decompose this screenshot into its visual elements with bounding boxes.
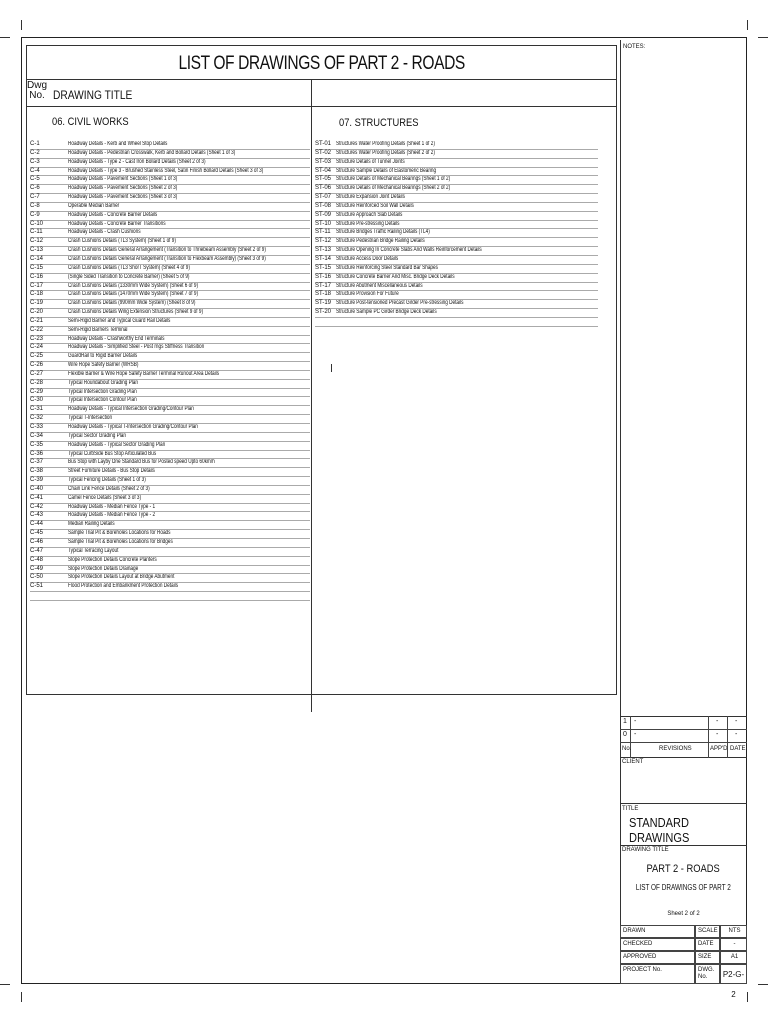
drawing-title: Slope Protection Details Layout at Bridge Abutment xyxy=(68,574,175,581)
list-item xyxy=(30,194,310,203)
drawing-code: C-8 xyxy=(30,202,40,209)
list-item xyxy=(30,486,310,495)
drawing-code: ST-03 xyxy=(315,158,332,165)
section-heading-structures: 07. STRUCTURES xyxy=(339,117,419,129)
list-item xyxy=(30,344,310,353)
list-item xyxy=(30,512,310,521)
corner-mark xyxy=(21,20,22,30)
drawing-code: C-23 xyxy=(30,335,44,342)
drawing-title: Structure Details of Mechanical Bearings (Sheet 1 of 2) xyxy=(336,176,451,183)
revision-col-lines xyxy=(708,716,709,758)
drawing-title: Roadway Details - Median Fence Type - 1 xyxy=(68,503,156,510)
drawing-code: ST-18 xyxy=(315,291,332,298)
drawing-title: Structure Abutment Miscellaneous Details xyxy=(336,282,423,289)
drawing-title: Structure Concrete Barrier And Misc. Bridge Deck Details xyxy=(336,273,455,280)
drawing-title: Crash Cushions Details General Arrangement (Transition to Thriebeam Assembly (Sheet 2 of 9) xyxy=(68,247,266,254)
list-item xyxy=(30,415,310,424)
drawing-title: Structure Reinforced Soil Wall Details xyxy=(336,202,414,209)
drawing-code: C-31 xyxy=(30,406,44,413)
list-item xyxy=(30,477,310,486)
drawing-code: C-33 xyxy=(30,424,44,430)
list-item xyxy=(30,274,310,283)
drawing-title: Chain Link Fence Details (Sheet 2 of 3) xyxy=(68,485,150,492)
drawing-code: C-7 xyxy=(30,194,40,201)
list-item xyxy=(315,185,598,194)
drawing-title: Wire Rope Safety Barrier (WRSB) xyxy=(68,362,139,369)
list-item xyxy=(30,238,310,247)
project-no-label: PROJECT No. xyxy=(620,964,695,984)
drawing-code: C-10 xyxy=(30,220,44,227)
rev-header-appd: APP'D xyxy=(710,746,728,752)
scale-label: SCALE xyxy=(695,925,720,938)
drawing-code: ST-20 xyxy=(315,309,332,316)
drawing-title: Crash Cushions Details (TL3 System) (Sheet 1 of 9) xyxy=(68,238,176,245)
list-item xyxy=(30,141,310,150)
drawing-code: ST-05 xyxy=(315,176,332,183)
checked-label: CHECKED xyxy=(620,938,695,951)
list-item-empty xyxy=(30,592,310,601)
drawing-code: C-44 xyxy=(30,521,44,528)
drawing-title: Roadway Details - Pavement Sections (Sheet 3 of 3) xyxy=(68,194,178,201)
drawing-title-label: DRAWING TITLE xyxy=(622,847,669,853)
drawing-code: C-26 xyxy=(30,362,44,369)
drawing-code: C-2 xyxy=(30,149,40,156)
text-cursor xyxy=(331,364,332,372)
drawing-code: ST-17 xyxy=(315,282,332,289)
list-item xyxy=(30,291,310,300)
drawing-title: Structure Sample PC Girder Bridge Deck Details xyxy=(336,309,437,316)
list-item xyxy=(315,221,598,230)
drawing-code: C-24 xyxy=(30,344,44,351)
drawing-code: C-47 xyxy=(30,547,44,554)
list-item xyxy=(30,168,310,177)
drawing-code: C-36 xyxy=(30,450,44,457)
drawing-code: ST-09 xyxy=(315,211,332,218)
drawing-title: Structure Details of Mechanical Bearings (Sheet 2 of 2) xyxy=(336,185,451,192)
list-item xyxy=(315,247,598,256)
list-item xyxy=(30,451,310,460)
rev-header-revisions: REVISIONS xyxy=(659,746,692,752)
page-title: LIST OF DRAWINGS OF PART 2 - ROADS xyxy=(26,45,617,80)
list-item xyxy=(30,327,310,336)
drawing-code: C-16 xyxy=(30,273,44,280)
drawing-code: C-46 xyxy=(30,538,44,545)
drawing-title: Roadway Details - Pavement Sections (Sheet 2 of 3) xyxy=(68,185,178,192)
drawing-title: Sample Trial Pit & Boreholes Locations for Roads xyxy=(68,530,171,537)
corner-mark xyxy=(747,20,748,30)
list-item xyxy=(30,362,310,371)
corner-mark xyxy=(758,37,768,38)
drawing-code: C-40 xyxy=(30,485,44,492)
drawing-code: ST-08 xyxy=(315,202,332,209)
section-heading-civil: 06. CIVIL WORKS xyxy=(52,116,129,128)
list-item xyxy=(30,185,310,194)
list-item xyxy=(30,353,310,362)
dwg-no-label: DWG. No. xyxy=(695,964,720,984)
drawing-title: GuardRail to Rigid Barrier Details xyxy=(68,353,138,360)
drawing-title: Typical Intersection Grading Plan xyxy=(68,388,137,395)
list-item xyxy=(315,194,598,203)
drawing-title: Roadway Details - Typical Intersection Grading/Contour Plan xyxy=(68,406,194,413)
list-item xyxy=(315,256,598,265)
list-item xyxy=(315,291,598,300)
list-item xyxy=(315,176,598,185)
drawing-code: C-28 xyxy=(30,379,44,386)
list-item xyxy=(30,221,310,230)
dwg-no-value: P2-G-2 xyxy=(720,964,747,984)
drawing-code: ST-01 xyxy=(315,141,332,147)
list-item xyxy=(30,150,310,159)
drawing-title: Slope Protection Details Drainage xyxy=(68,565,139,572)
drawing-code: ST-04 xyxy=(315,167,332,174)
list-item xyxy=(30,583,310,592)
list-item xyxy=(30,468,310,477)
list-item xyxy=(30,176,310,185)
list-item xyxy=(30,159,310,168)
drawing-title: Typical T-Intersection xyxy=(68,415,113,422)
corner-mark xyxy=(21,992,22,1002)
drawing-title: Crash Cushions Details (1470mm Wide System) (Sheet 7 of 9) xyxy=(68,291,199,298)
drawing-code: ST-11 xyxy=(315,229,331,236)
drawing-code: C-37 xyxy=(30,459,44,466)
drawing-title: Roadway Details - Pedestrian Crosswalk, Kerb and Bollard Details (Sheet 1 of 3) xyxy=(68,149,236,156)
drawing-title: Structure Details of Tunnel Joints xyxy=(336,158,405,165)
drawing-title: Structure Expansion Joint Details xyxy=(336,194,405,201)
list-item xyxy=(315,309,598,318)
drawing-code: ST-13 xyxy=(315,247,332,254)
drawing-title: Structure Post-tensioned Precast Girder Pre-stressing Details xyxy=(336,300,464,307)
list-item xyxy=(30,433,310,442)
structures-list xyxy=(315,141,598,327)
drawing-title: Median Railing Details xyxy=(68,521,115,528)
drawing-code: C-13 xyxy=(30,247,44,254)
list-item xyxy=(315,283,598,292)
drawing-title: Roadway Details - Crashworthy End Terminals xyxy=(68,335,165,342)
drawing-code: C-14 xyxy=(30,255,44,262)
drawing-title: Semi-Rigid Barriers Terminal xyxy=(68,326,128,333)
list-item xyxy=(30,318,310,327)
list-item xyxy=(315,203,598,212)
drawing-code: C-15 xyxy=(30,264,44,271)
corner-mark xyxy=(747,992,748,1002)
drawing-title: (Single Sided Transition to Concrete Barrier) (Sheet 5 of 9) xyxy=(68,273,190,280)
drawing-title: Roadway Details - Median Fence Type - 2 xyxy=(68,512,156,519)
drawing-title: Crash Cushions Details (1330mm Wide System) (Sheet 6 of 9) xyxy=(68,282,199,289)
drawing-code: C-5 xyxy=(30,176,40,183)
drawing-code: C-35 xyxy=(30,441,44,448)
list-item xyxy=(30,283,310,292)
list-item xyxy=(315,212,598,221)
drawing-title: Roadway Details - Type 2 - Cast Iron Bollard Details (Sheet 2 of 3) xyxy=(68,158,206,165)
drawing-code: C-30 xyxy=(30,397,44,404)
drawing-title: Crash Cushions Details (990mm Wide System) (Sheet 8 of 9) xyxy=(68,300,196,307)
drawing-title: Typical CurbSide Bus Stop Articulated Bus xyxy=(68,450,157,457)
size-value: A1 xyxy=(720,951,747,964)
list-item xyxy=(30,247,310,256)
list-item xyxy=(315,141,598,150)
drawing-code: ST-06 xyxy=(315,185,332,192)
list-item xyxy=(30,256,310,265)
drawing-code: C-18 xyxy=(30,291,44,298)
sheet-number: Sheet 2 of 2 xyxy=(667,911,700,917)
list-item xyxy=(30,203,310,212)
drawn-label: DRAWN xyxy=(620,925,695,938)
drawing-code: C-49 xyxy=(30,565,44,572)
list-item xyxy=(30,265,310,274)
drawing-title: Structure Provision For Future xyxy=(336,291,399,298)
list-item xyxy=(30,557,310,566)
list-item xyxy=(30,212,310,221)
drawing-title: Crash Cushions Details General Arrangement (Transition to Flexbeam Assembly) (Sheet 3 of 9) xyxy=(68,255,266,262)
drawing-code: ST-16 xyxy=(315,273,332,280)
drawing-code: ST-19 xyxy=(315,300,332,307)
scale-value: NTS xyxy=(720,925,747,938)
list-item xyxy=(30,574,310,583)
client-label: CLIENT xyxy=(622,759,644,765)
date-label: DATE xyxy=(695,938,720,951)
drawing-title: Structures Water Proofing Details (Sheet 2 of 2) xyxy=(336,149,435,156)
drawing-title: Sample Trial Pit & Boreholes Locations for Bridges xyxy=(68,538,173,545)
drawing-code: ST-14 xyxy=(315,255,332,262)
list-item xyxy=(315,274,598,283)
list-item xyxy=(315,229,598,238)
drawing-code: C-38 xyxy=(30,468,44,475)
drawing-code: ST-15 xyxy=(315,264,332,271)
drawing-code: C-39 xyxy=(30,477,44,484)
drawing-title: Typical Sector Grading Plan xyxy=(68,432,127,439)
list-item xyxy=(30,521,310,530)
drawing-title-header: DRAWING TITLE xyxy=(53,88,133,102)
drawing-title: Operable Median Barrier xyxy=(68,202,120,209)
drawing-code: C-34 xyxy=(30,432,44,439)
drawing-code: ST-10 xyxy=(315,220,332,227)
drawing-title: Typical Fencing Details (Sheet 1 of 3) xyxy=(68,477,146,484)
drawing-code: C-12 xyxy=(30,238,44,245)
drawing-title: Crash Cushions Details Wing Extension Structures (Sheet 9 of 9) xyxy=(68,309,204,316)
list-item xyxy=(30,495,310,504)
drawing-title: Flexible Barrier & Wire Rope Safety Barrier Terminal Runout Area Details xyxy=(68,370,220,377)
list-item xyxy=(30,424,310,433)
revision-row-0: 0 - - - xyxy=(620,729,747,743)
drawing-code: C-48 xyxy=(30,556,44,563)
drawing-subtitle-value: LIST OF DRAWINGS OF PART 2 xyxy=(636,883,731,892)
list-item xyxy=(30,229,310,238)
drawing-code: C-11 xyxy=(30,229,43,236)
list-item xyxy=(30,397,310,406)
corner-mark xyxy=(758,984,768,985)
drawing-title: Bus Stop with Layby One Standard Bus for Posted speed Upto 60km/h xyxy=(68,459,215,466)
drawing-title-value: PART 2 - ROADS xyxy=(646,863,721,875)
drawing-title: Roadway Details - Simplified Steel - Post rngs Stiffness Transition xyxy=(68,344,205,351)
drawing-title: Structure Bridges Traffic Railing Details (TL4) xyxy=(336,229,430,236)
list-item xyxy=(30,539,310,548)
drawing-title: Structure Access Door Details xyxy=(336,255,399,262)
rev-header-no: No. xyxy=(622,746,632,752)
list-item xyxy=(30,548,310,557)
list-item xyxy=(30,380,310,389)
drawing-title: Roadway Details - Pavement Sections (Sheet 1 of 3) xyxy=(68,176,178,183)
drawing-code: C-43 xyxy=(30,512,44,519)
corner-mark xyxy=(0,984,10,985)
drawing-title: Slope Protection Details Concrete Planters xyxy=(68,556,157,563)
list-item xyxy=(30,300,310,309)
drawing-code: C-20 xyxy=(30,309,44,316)
drawing-title: Structure Reinforcing Steel Standard Bar Shapes xyxy=(336,264,438,271)
drawing-code: ST-07 xyxy=(315,194,332,201)
drawing-title: Roadway Details - Typical Sector Grading Plan xyxy=(68,441,166,448)
drawing-code: C-27 xyxy=(30,370,44,377)
title-label: TITLE xyxy=(622,806,639,812)
list-item-empty xyxy=(315,318,598,327)
list-item xyxy=(315,159,598,168)
drawing-title: Structure Opening In Concrete Slabs And Walls Reinforcement Details xyxy=(336,247,482,254)
approved-label: APPROVED xyxy=(620,951,695,964)
list-item xyxy=(30,459,310,468)
drawing-code: C-6 xyxy=(30,185,40,192)
drawing-code: C-42 xyxy=(30,503,44,510)
drawing-title: Typical Roundabout Grading Plan xyxy=(68,379,138,386)
drawing-title: Street Furniture Details - Bus Stop Details xyxy=(68,468,155,475)
list-item xyxy=(30,504,310,513)
size-label: SIZE xyxy=(695,951,720,964)
drawing-code: ST-02 xyxy=(315,149,332,156)
drawing-code: C-21 xyxy=(30,317,44,324)
drawing-title: Structure Sample Details of Elastomeric Bearing xyxy=(336,167,437,174)
drawing-title: Structure Pre-stressing Details xyxy=(336,220,400,227)
list-item xyxy=(315,265,598,274)
list-item xyxy=(30,309,310,318)
drawing-title: Camel Fence Details (Sheet 3 of 3) xyxy=(68,494,142,501)
drawing-title: Structure Approach Slab Details xyxy=(336,211,403,218)
drawing-title: Semi-Rigid Barrier and Typical Guard Rail Details xyxy=(68,317,171,324)
drawing-title: Roadway Details - Typical T-Intersection Grading/Contour Plan xyxy=(68,424,198,430)
drawing-code: C-22 xyxy=(30,326,44,333)
drawing-title: Roadway Details - Concrete Barrier Transitions xyxy=(68,220,166,227)
list-item xyxy=(315,300,598,309)
column-divider xyxy=(311,80,312,712)
drawing-title: Flood Protection and Embankment Protection Details xyxy=(68,583,179,590)
date-value: - xyxy=(720,938,747,951)
drawing-title: Roadway Details - Type 3 - Brushed Stainless Steel, Satin Finish Bollard Details (Sheet 3 of 3) xyxy=(68,167,264,174)
drawing-code: C-3 xyxy=(30,158,40,165)
list-item xyxy=(30,371,310,380)
drawing-code: C-17 xyxy=(30,282,44,289)
drawing-code: C-41 xyxy=(30,494,44,501)
drawing-code: C-1 xyxy=(30,141,40,147)
drawing-code: C-32 xyxy=(30,415,44,422)
drawing-code: C-45 xyxy=(30,530,44,537)
drawing-code: C-50 xyxy=(30,574,44,581)
list-item xyxy=(30,389,310,398)
rev-header-date: DATE xyxy=(730,746,746,752)
drawing-code: C-51 xyxy=(30,583,44,590)
drawing-code: C-29 xyxy=(30,388,44,395)
list-item xyxy=(30,566,310,575)
drawing-title: Typical Terracing Layout xyxy=(68,547,119,554)
drawing-code: C-4 xyxy=(30,167,40,174)
drawing-code: C-9 xyxy=(30,211,40,218)
list-item xyxy=(30,336,310,345)
list-item xyxy=(30,406,310,415)
title-value: STANDARD DRAWINGS xyxy=(629,815,690,845)
drawing-code: C-25 xyxy=(30,353,44,360)
list-item xyxy=(315,168,598,177)
drawing-title: Structure Pedestrian Bridge Railing Details xyxy=(336,238,425,245)
drawing-title: Crash Cushions Details (TL3 ShorT System) (Sheet 4 of 9) xyxy=(68,264,190,271)
drawing-code: C-19 xyxy=(30,300,44,307)
corner-mark xyxy=(0,37,10,38)
drawing-title: Roadway Details - Kerb and Wheel Stop Details xyxy=(68,141,168,147)
drawing-title: Roadway Details - Concrete Barrier Details xyxy=(68,211,158,218)
revision-row-1: 1 - - - xyxy=(620,716,747,730)
notes-label: NOTES: xyxy=(623,44,646,50)
dwg-no-header: Dwg No. xyxy=(27,80,48,101)
civil-works-list xyxy=(30,141,310,601)
drawing-title: Roadway Details - Crash Cushions xyxy=(68,229,141,236)
drawing-title: Structures Water Proofing Details (Sheet 1 of 2) xyxy=(336,141,435,147)
drawing-title: Typical Intersection Contour Plan xyxy=(68,397,137,404)
list-item xyxy=(30,442,310,451)
list-item xyxy=(315,150,598,159)
list-item xyxy=(30,530,310,539)
drawing-code: ST-12 xyxy=(315,238,332,245)
list-item xyxy=(315,238,598,247)
